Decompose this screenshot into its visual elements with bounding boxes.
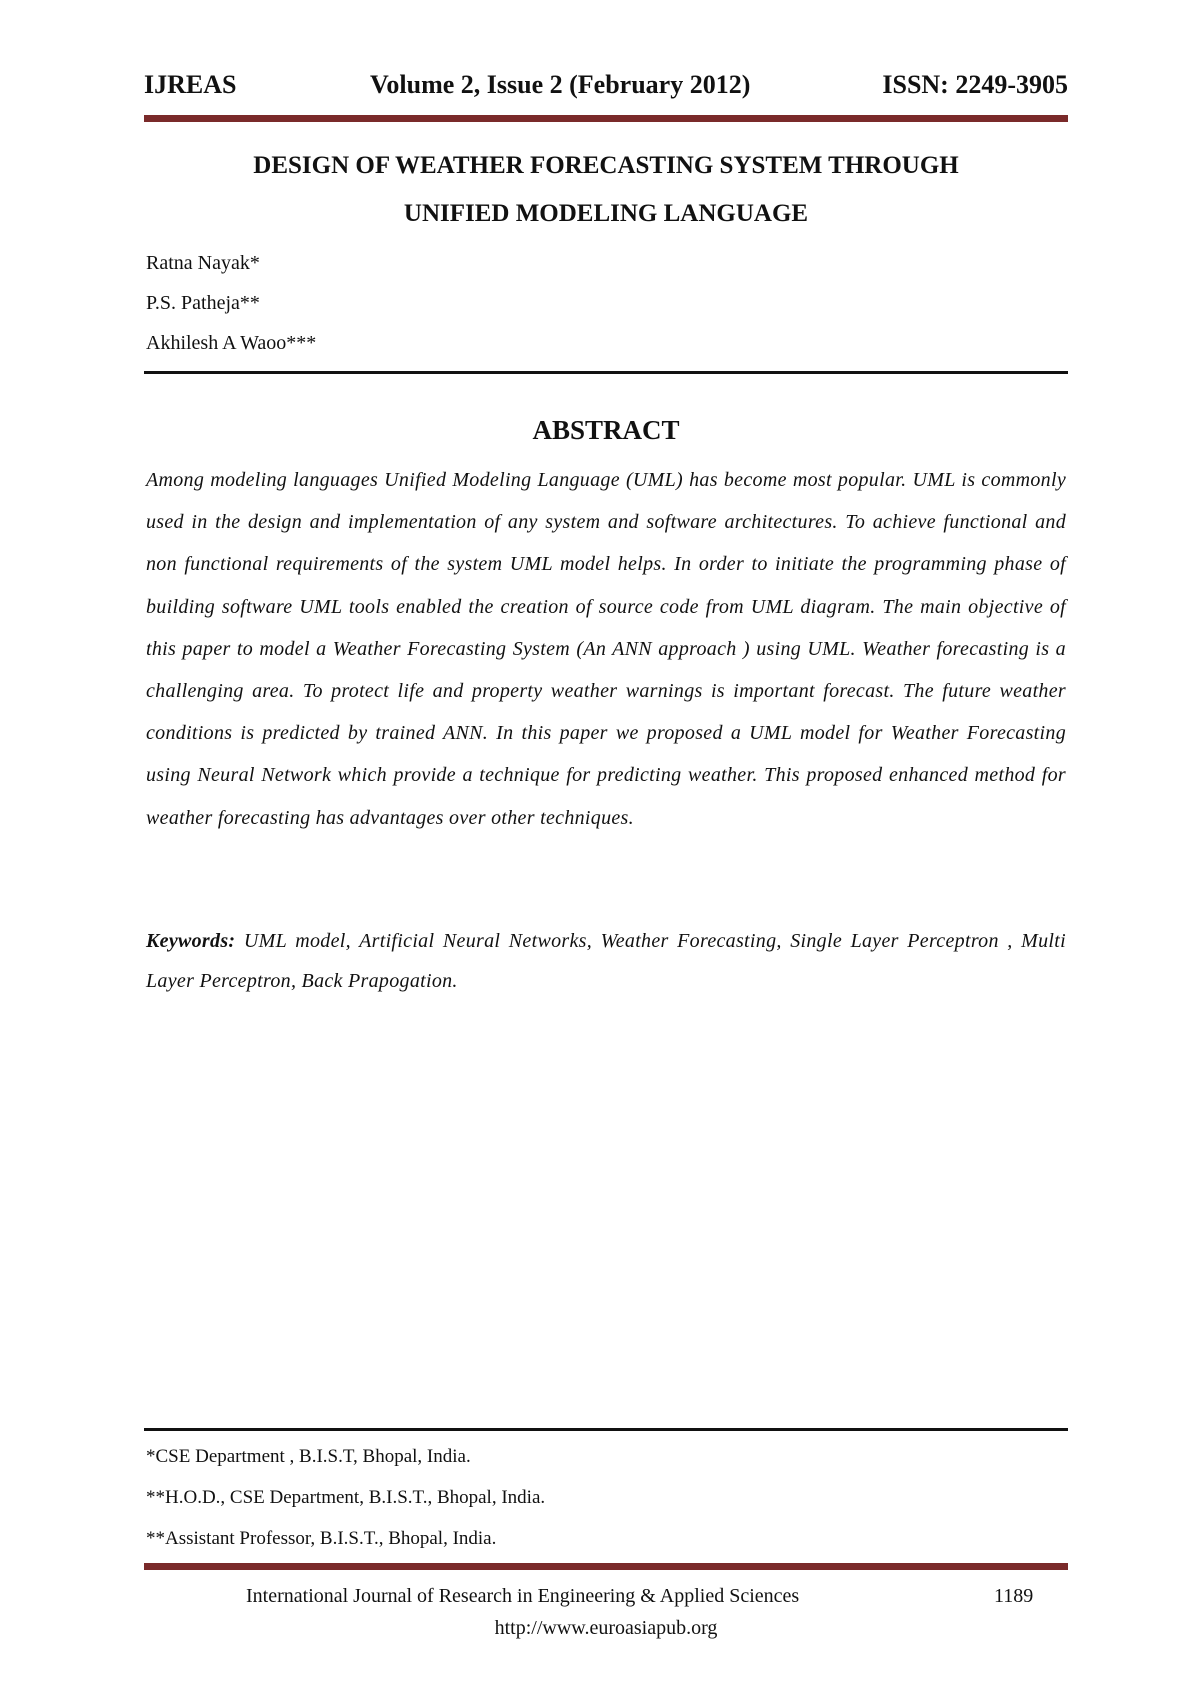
footer-url: http://www.euroasiapub.org	[494, 1617, 718, 1639]
footnotes-divider	[144, 1428, 1068, 1431]
authors-divider	[144, 371, 1068, 374]
running-header	[144, 70, 1068, 110]
keywords-paragraph	[146, 921, 1066, 1001]
keywords-text: UML model, Artificial Neural Networks, Weather Forecasting, Single Layer Perceptron , Multi Layer Perceptron, Back Prapogation.	[146, 930, 1066, 992]
header-volume-issue: Volume 2, Issue 2 (February 2012)	[370, 70, 751, 99]
paper-title-line-1: DESIGN OF WEATHER FORECASTING SYSTEM THROUGH	[253, 152, 959, 179]
author-name: Akhilesh A Waoo***	[146, 332, 317, 354]
author-name: Ratna Nayak*	[146, 252, 260, 274]
paper-title	[144, 142, 1068, 238]
header-divider	[144, 115, 1068, 122]
footnote: **H.O.D., CSE Department, B.I.S.T., Bhopal, India.	[146, 1487, 546, 1508]
footer-journal-name: International Journal of Research in Engineering & Applied Sciences	[246, 1585, 800, 1607]
footnote: **Assistant Professor, B.I.S.T., Bhopal, India.	[146, 1528, 497, 1549]
author-affiliations	[146, 1436, 545, 1559]
keywords-label: Keywords:	[146, 930, 236, 952]
abstract-heading: ABSTRACT	[532, 415, 680, 445]
header-issn: ISSN: 2249-3905	[882, 70, 1068, 99]
page-number: 1189	[994, 1585, 1034, 1607]
header-journal-name: IJREAS	[144, 70, 237, 99]
author-name: P.S. Patheja**	[146, 292, 260, 314]
footnote: *CSE Department , B.I.S.T, Bhopal, India.	[146, 1446, 471, 1467]
paper-title-line-2: UNIFIED MODELING LANGUAGE	[403, 200, 809, 227]
footer-divider	[144, 1563, 1068, 1570]
abstract-text: Among modeling languages Unified Modeling Language (UML) has become most popular. UML is commonly used in the design and implementation of any system and software architectures. To achieve functional and non functional requirements of the system UML model helps. In order to initiate the programming phase of building software UML tools enabled the creation of source code from UML diagram. The main objective of this paper to model a Weather Forecasting System (An ANN approach ) using UML. Weather forecasting is a challenging area. To protect life and property weather warnings is important forecast. The future weather conditions is predicted by trained ANN. In this paper we proposed a UML model for Weather Forecasting using Neural Network which provide a technique for predicting weather. This proposed enhanced method for weather forecasting has advantages over other techniques.	[146, 469, 1066, 829]
author-list	[146, 243, 316, 363]
